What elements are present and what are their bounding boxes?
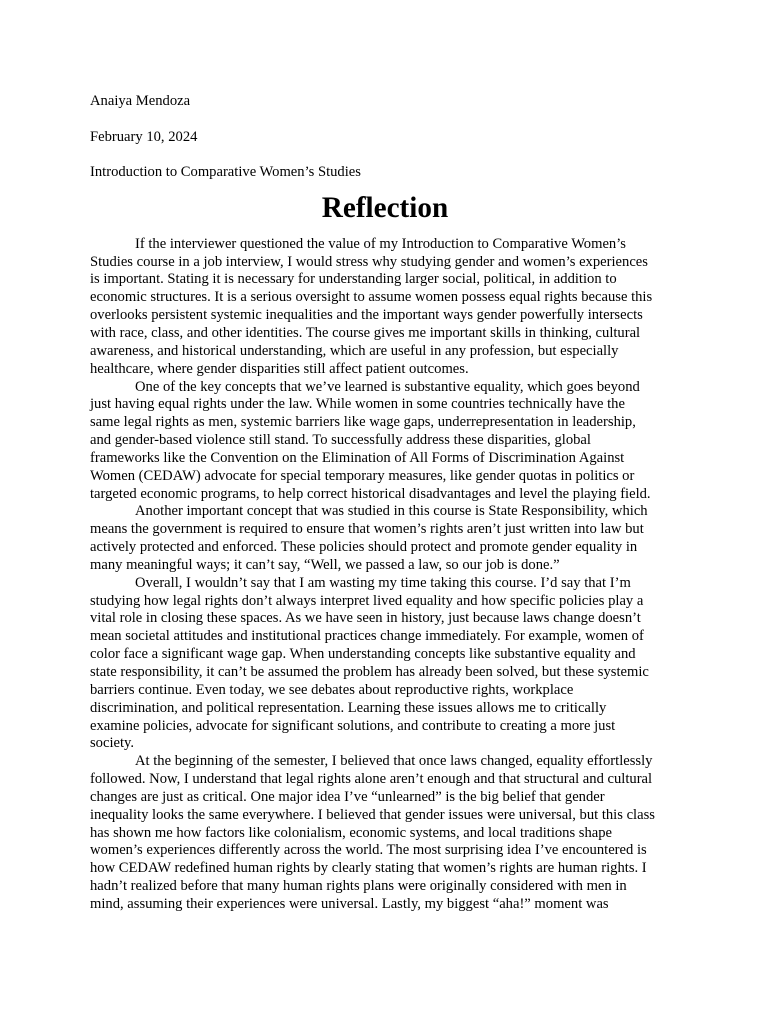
paragraph-line: is important. Stating it is necessary for understanding larger social, political, in addition to xyxy=(90,271,617,288)
document-body xyxy=(90,93,680,914)
paragraph-line: One of the key concepts that we’ve learned is substantive equality, which goes beyond xyxy=(135,378,640,395)
paragraph-line: At the beginning of the semester, I believed that once laws changed, equality effortlessly xyxy=(135,753,653,770)
paragraph-line: Women (CEDAW) advocate for special temporary measures, like gender quotas in politics or xyxy=(90,467,635,484)
paragraph-line: same legal rights as men, systemic barriers like wage gaps, underrepresentation in leadership, xyxy=(90,414,636,431)
paragraph-line: barriers continue. Even today, we see debates about reproductive rights, workplace xyxy=(90,681,574,698)
paragraph-line: society. xyxy=(90,735,135,752)
paragraph-line: color face a significant wage gap. When understanding concepts like substantive equality and xyxy=(90,646,636,663)
paragraph-line: overlooks persistent systemic inequalities and the important ways gender powerfully intersects xyxy=(90,307,643,324)
paragraph-line: means the government is required to ensure that women’s rights aren’t just written into law but xyxy=(90,521,644,538)
paragraph-line: Another important concept that was studied in this course is State Responsibility, which xyxy=(135,503,648,520)
paragraph-line: frameworks like the Convention on the Elimination of All Forms of Discrimination Against xyxy=(90,449,625,466)
paragraph-line: targeted economic programs, to help correct historical disadvantages and level the playing field. xyxy=(90,485,651,502)
paragraph-line: has shown me how factors like colonialism, economic systems, and local traditions shape xyxy=(90,824,613,841)
paragraph-line: Overall, I wouldn’t say that I am wasting my time taking this course. I’d say that I’m xyxy=(135,574,631,591)
paragraph xyxy=(90,503,680,574)
paragraph-line: hadn’t realized before that many human rights plans were originally considered with men in xyxy=(90,878,627,895)
document-date: February 10, 2024 xyxy=(90,128,198,145)
paragraph-line: awareness, and historical understanding, which are useful in any profession, but especially xyxy=(90,342,619,359)
spacer xyxy=(90,147,680,165)
document-title: Reflection xyxy=(321,192,449,225)
paragraph-line: followed. Now, I understand that legal rights alone aren’t enough and that structural and cultural xyxy=(90,771,653,788)
paragraph-line: mean societal attitudes and institutional practices change immediately. For example, women of xyxy=(90,628,644,645)
paragraph-line: how CEDAW redefined human rights by clearly stating that women’s rights are human rights. I xyxy=(90,860,647,877)
paragraph-line: actively protected and enforced. These policies should protect and promote gender equality in xyxy=(90,539,638,556)
paragraph-line: examine policies, advocate for significant solutions, and contribute to creating a more just xyxy=(90,717,616,734)
paragraph xyxy=(90,236,680,379)
author-name: Anaiya Mendoza xyxy=(90,93,191,109)
paragraph-line: just having equal rights under the law. While women in some countries technically have the xyxy=(90,396,625,413)
paragraph xyxy=(90,575,680,753)
paragraph-line: Studies course in a job interview, I would stress why studying gender and women’s experiences xyxy=(90,253,648,270)
paragraph-line: and gender-based violence still stand. To successfully address these disparities, global xyxy=(90,432,591,449)
paragraph-line: women’s experiences differently across the world. The most surprising idea I’ve encountered is xyxy=(90,842,647,859)
paragraph-line: healthcare, where gender disparities still affect patient outcomes. xyxy=(90,360,469,377)
paragraph-line: discrimination, and political representation. Learning these issues allows me to critically xyxy=(90,699,607,716)
paragraph-line: mind, assuming their experiences were universal. Lastly, my biggest “aha!” moment was xyxy=(90,895,609,912)
paragraph-line: changes are just as critical. One major idea I’ve “unlearned” is the big belief that gender xyxy=(90,788,605,805)
paragraph xyxy=(90,379,680,504)
paragraph-line: If the interviewer questioned the value of my Introduction to Comparative Women’s xyxy=(135,235,626,252)
paragraph-line: inequality looks the same everywhere. I believed that gender issues were universal, but this class xyxy=(90,806,655,823)
paragraph-line: economic structures. It is a serious oversight to assume women possess equal rights because this xyxy=(90,289,653,306)
paragraph-line: many meaningful ways; it can’t say, “Well, we passed a law, so our job is done.” xyxy=(90,556,560,573)
essay-paragraphs xyxy=(90,236,680,914)
paragraph-line: state responsibility, it can’t be assumed the problem has already been solved, but these systemic xyxy=(90,664,649,680)
paragraph xyxy=(90,753,680,914)
paragraph-line: vital role in closing these spaces. As we have seen in history, just because laws change doesn’t xyxy=(90,610,641,627)
course-name: Introduction to Comparative Women’s Studies xyxy=(90,164,361,181)
paragraph-line: studying how legal rights don’t always interpret lived equality and how specific policies play a xyxy=(90,592,644,609)
spacer xyxy=(90,111,680,129)
paragraph-line: with race, class, and other identities. The course gives me important skills in thinking, cultural xyxy=(90,324,641,341)
